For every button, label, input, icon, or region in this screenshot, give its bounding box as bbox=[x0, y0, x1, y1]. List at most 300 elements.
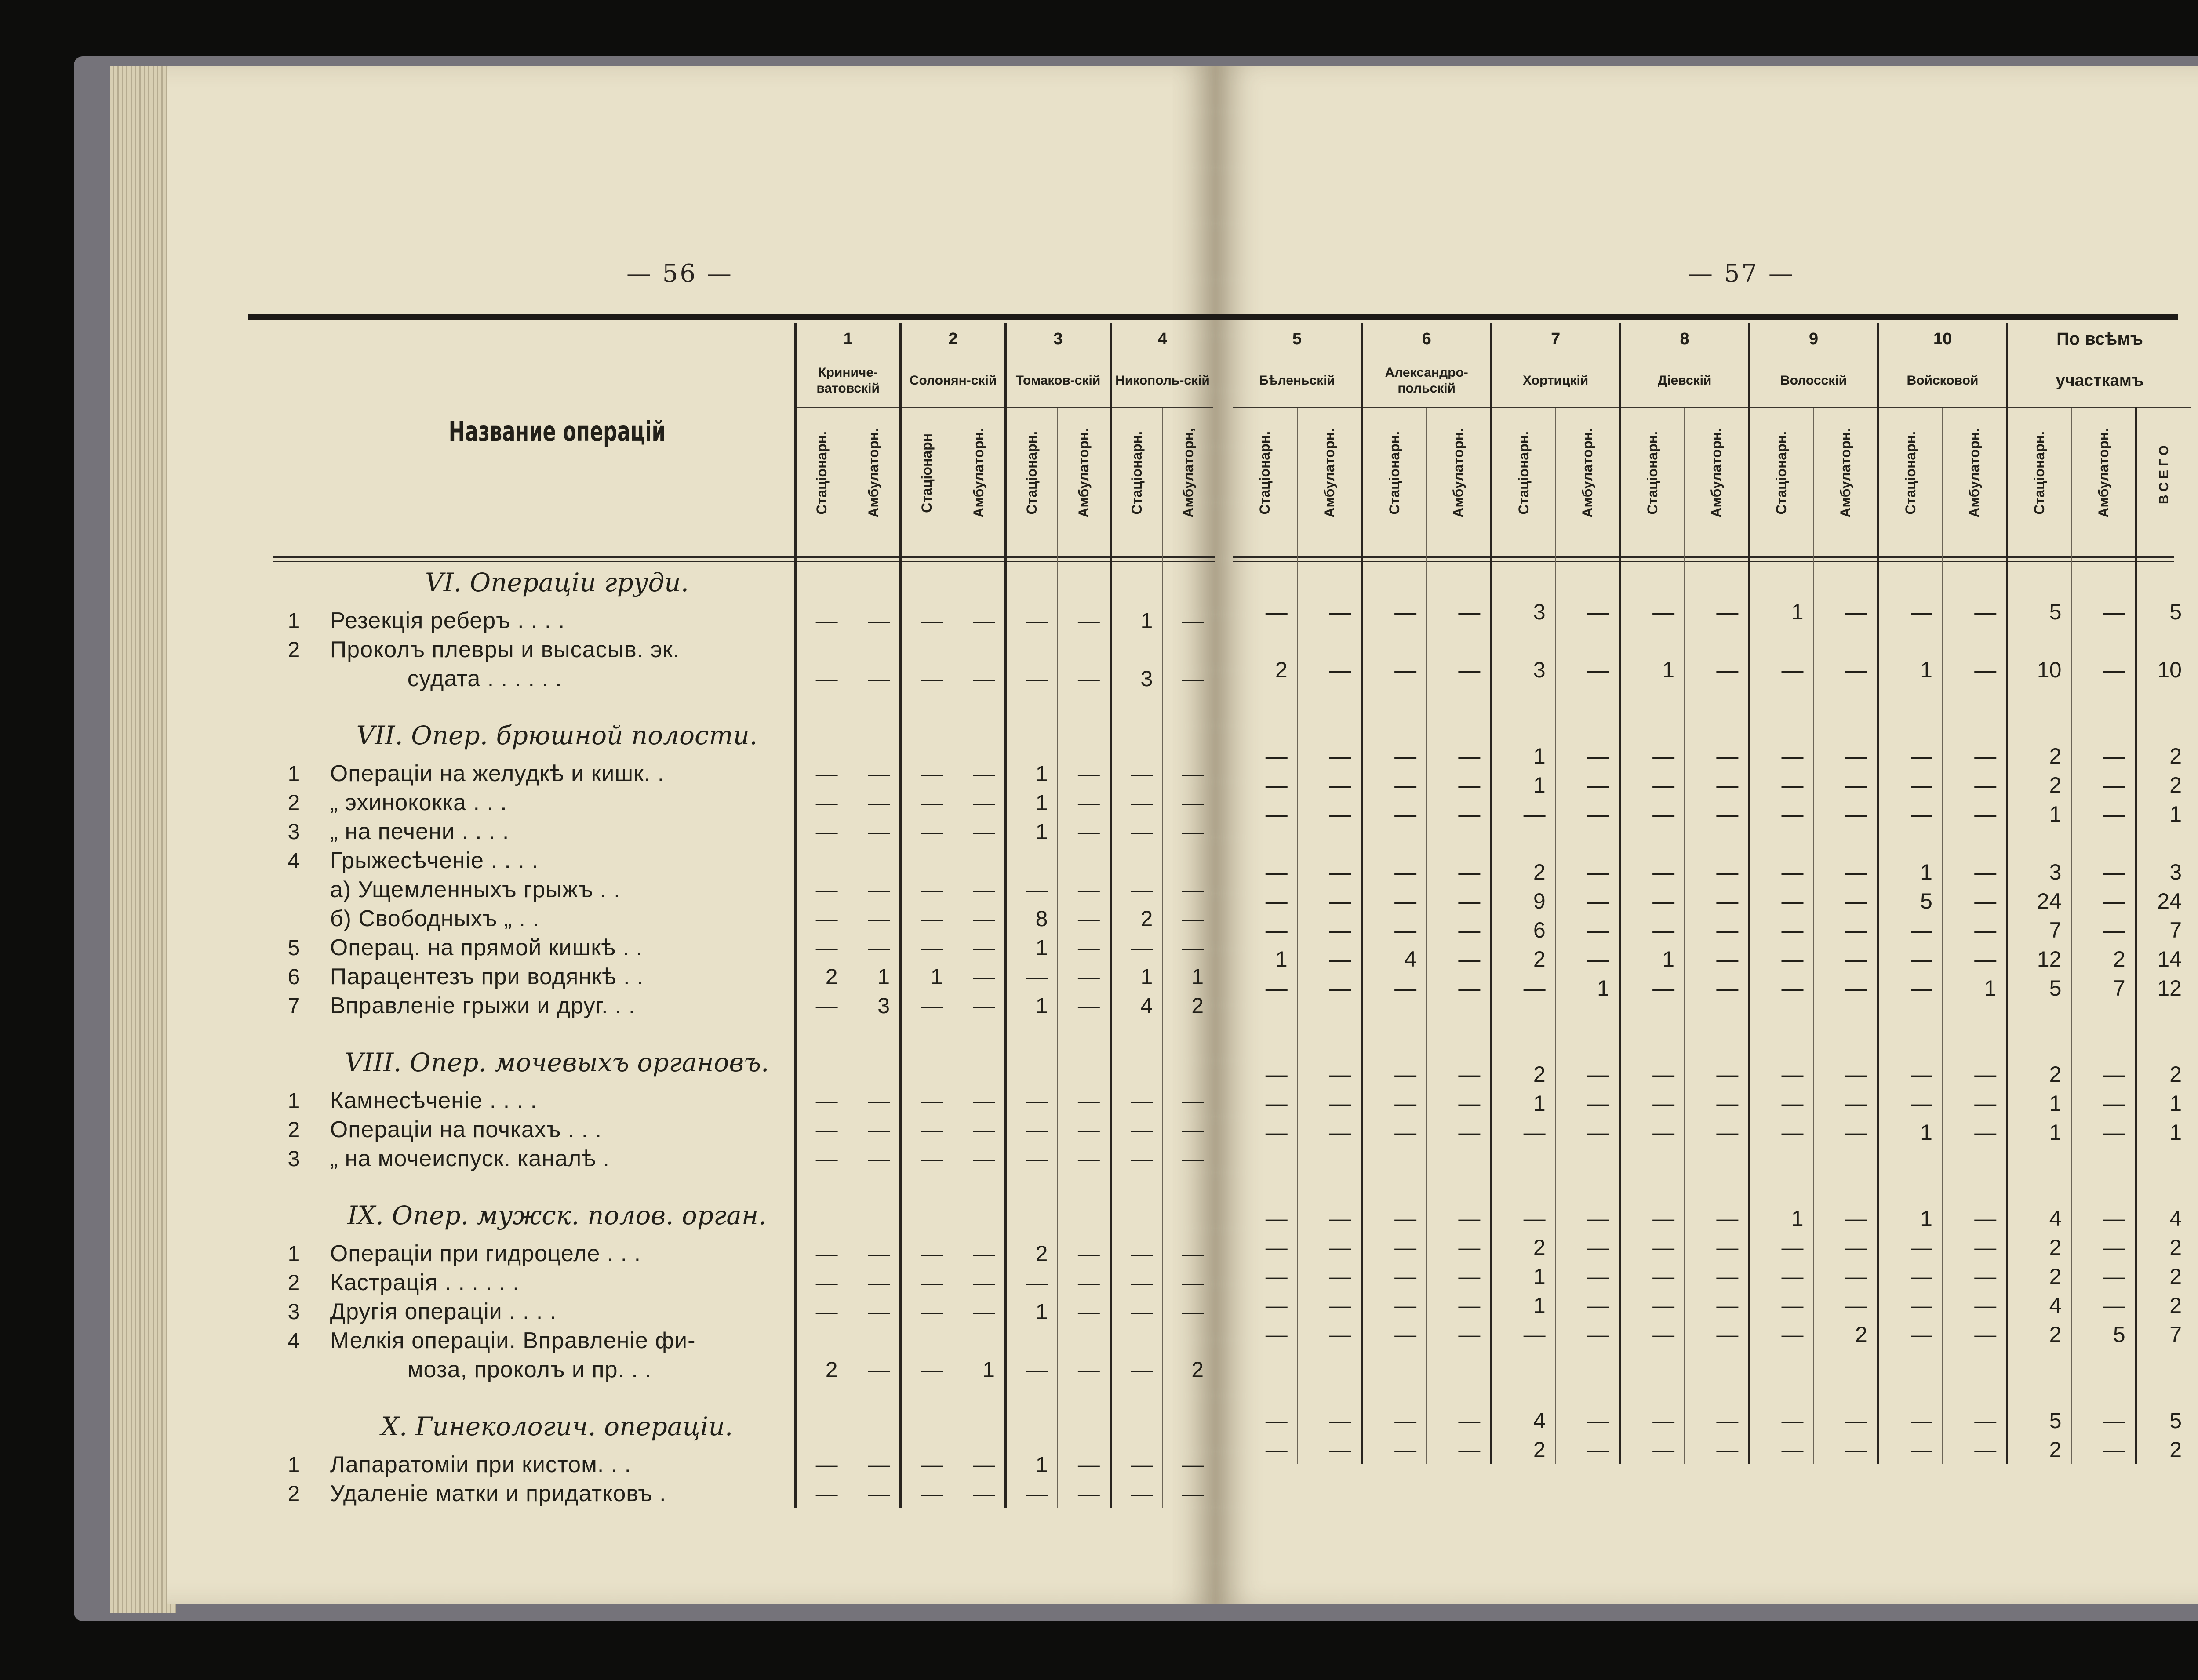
value-cell: — bbox=[796, 1479, 848, 1508]
value-cell: — bbox=[2071, 1118, 2136, 1147]
value-cell: — bbox=[1427, 1204, 1491, 1233]
value-cell: — bbox=[1265, 1408, 1288, 1433]
value-cell: — bbox=[1163, 788, 1213, 817]
value-cell: — bbox=[1491, 974, 1556, 1003]
value-cell: — bbox=[1163, 664, 1213, 693]
value-cell: 1 bbox=[1005, 1450, 1058, 1479]
value-cell: 1 bbox=[1491, 1291, 1556, 1320]
value-cell: — bbox=[1878, 1233, 1943, 1262]
value-cell: — bbox=[796, 991, 848, 1020]
value-cell: — bbox=[1491, 1204, 1556, 1233]
value-cell: — bbox=[901, 1355, 953, 1384]
value-cell: 3 bbox=[2007, 858, 2072, 887]
inpatient-label: Стаціонарн. bbox=[1644, 431, 1660, 515]
value-cell: — bbox=[1749, 1435, 1814, 1464]
value-cell bbox=[1685, 626, 1749, 655]
value-cell: — bbox=[1685, 1291, 1749, 1320]
value-cell: — bbox=[901, 664, 953, 693]
value-cell: — bbox=[1620, 1233, 1685, 1262]
value-cell: — bbox=[1491, 1118, 1556, 1147]
value-cell: 1 bbox=[2007, 1118, 2072, 1147]
value-cell: — bbox=[2071, 1233, 2136, 1262]
value-cell: — bbox=[1685, 858, 1749, 887]
value-cell: — bbox=[953, 1268, 1006, 1297]
page-number-right: — 57 — bbox=[1688, 259, 1795, 288]
value-cell bbox=[1005, 846, 1058, 875]
value-cell bbox=[1362, 626, 1427, 655]
row-number bbox=[268, 875, 320, 904]
value-cell: — bbox=[848, 1115, 901, 1144]
value-cell: — bbox=[796, 1144, 848, 1173]
value-cell: 4 bbox=[2007, 1291, 2072, 1320]
table-row bbox=[268, 664, 1213, 693]
table-row bbox=[268, 635, 1213, 664]
value-cell: — bbox=[1749, 1233, 1814, 1262]
table-row bbox=[268, 817, 1213, 846]
value-cell: — bbox=[1943, 1060, 2007, 1089]
district-number: 3 bbox=[1005, 323, 1110, 355]
value-cell: — bbox=[1685, 974, 1749, 1003]
value-cell: — bbox=[1427, 800, 1491, 829]
value-cell: — bbox=[1620, 771, 1685, 800]
value-cell: — bbox=[1556, 916, 1620, 945]
value-cell: — bbox=[1058, 1086, 1110, 1115]
value-cell: — bbox=[1163, 606, 1213, 635]
value-cell: — bbox=[796, 933, 848, 962]
value-cell: — bbox=[1362, 771, 1427, 800]
district-number: 1 bbox=[796, 323, 901, 355]
value-cell: — bbox=[1814, 1060, 1878, 1089]
value-cell: — bbox=[1058, 817, 1110, 846]
inpatient-label: Стаціонарн. bbox=[1129, 431, 1145, 515]
value-cell: — bbox=[1110, 1144, 1163, 1173]
district-number: 6 bbox=[1362, 323, 1491, 355]
value-cell: — bbox=[1556, 771, 1620, 800]
value-cell: — bbox=[1298, 771, 1362, 800]
table-row bbox=[1233, 1320, 2191, 1349]
value-cell: — bbox=[1814, 1118, 1878, 1147]
value-cell: — bbox=[1265, 888, 1288, 913]
value-cell: 3 bbox=[1491, 655, 1556, 684]
value-cell: — bbox=[953, 1239, 1006, 1268]
operation-name-continued: судата . . . . . . bbox=[407, 665, 562, 691]
value-cell: — bbox=[1878, 1320, 1943, 1349]
value-cell: — bbox=[2071, 597, 2136, 626]
value-cell: 2 bbox=[1491, 1060, 1556, 1089]
value-cell: — bbox=[1685, 800, 1749, 829]
value-cell: — bbox=[1749, 1262, 1814, 1291]
table-row bbox=[268, 1115, 1213, 1144]
value-cell: — bbox=[2071, 887, 2136, 916]
value-cell: — bbox=[1362, 858, 1427, 887]
value-cell: 2 bbox=[2136, 1435, 2191, 1464]
value-cell: 1 bbox=[2007, 1089, 2072, 1118]
value-cell: — bbox=[796, 1297, 848, 1326]
value-cell: — bbox=[1058, 664, 1110, 693]
value-cell: — bbox=[901, 1479, 953, 1508]
value-cell: 2 bbox=[1275, 657, 1288, 682]
value-cell: 1 bbox=[1878, 858, 1943, 887]
value-cell bbox=[1427, 626, 1491, 655]
value-cell: — bbox=[1265, 599, 1288, 624]
row-number: 2 bbox=[287, 790, 300, 815]
value-cell bbox=[2071, 626, 2136, 655]
value-cell: 2 bbox=[1163, 1355, 1213, 1384]
value-cell: — bbox=[1362, 1435, 1427, 1464]
value-cell: — bbox=[901, 1297, 953, 1326]
district-number: 7 bbox=[1491, 323, 1620, 355]
value-cell: — bbox=[953, 962, 1006, 991]
value-cell: — bbox=[1163, 1115, 1213, 1144]
value-cell: — bbox=[1362, 1233, 1427, 1262]
right-page bbox=[1215, 66, 2198, 1604]
table-row bbox=[268, 1297, 1213, 1326]
table-row bbox=[268, 846, 1213, 875]
value-cell: — bbox=[1362, 800, 1427, 829]
value-cell: 10 bbox=[2136, 655, 2191, 684]
value-cell: — bbox=[848, 1479, 901, 1508]
value-cell: 5 bbox=[1878, 887, 1943, 916]
value-cell: — bbox=[1265, 975, 1288, 1000]
value-cell: 2 bbox=[2007, 1320, 2072, 1349]
value-cell: — bbox=[1749, 742, 1814, 771]
table-row bbox=[1233, 1233, 2191, 1262]
value-cell: — bbox=[1110, 1479, 1163, 1508]
value-cell: — bbox=[1298, 1435, 1362, 1464]
value-cell bbox=[1878, 829, 1943, 858]
value-cell: 1 bbox=[901, 962, 953, 991]
row-number: 1 bbox=[287, 761, 300, 786]
value-cell: — bbox=[1265, 1091, 1288, 1116]
left-page bbox=[167, 66, 1215, 1604]
value-cell: — bbox=[1163, 933, 1213, 962]
value-cell: — bbox=[1685, 655, 1749, 684]
table-row bbox=[268, 1086, 1213, 1115]
value-cell: — bbox=[1749, 858, 1814, 887]
value-cell: — bbox=[1620, 1118, 1685, 1147]
value-cell: — bbox=[848, 1355, 901, 1384]
value-cell: 2 bbox=[796, 1355, 848, 1384]
value-cell: — bbox=[2071, 771, 2136, 800]
value-cell: — bbox=[901, 1239, 953, 1268]
value-cell: — bbox=[1491, 1320, 1556, 1349]
row-number: 1 bbox=[287, 1241, 300, 1266]
inpatient-label: Стаціонарн. bbox=[1024, 431, 1040, 515]
value-cell: — bbox=[1005, 1268, 1058, 1297]
table-row bbox=[268, 1239, 1213, 1268]
value-cell bbox=[1110, 846, 1163, 875]
row-number: 2 bbox=[287, 637, 300, 662]
value-cell: — bbox=[1005, 606, 1058, 635]
table-row bbox=[268, 1450, 1213, 1479]
value-cell: 2 bbox=[2007, 1435, 2072, 1464]
value-cell: — bbox=[1878, 1060, 1943, 1089]
value-cell bbox=[1298, 829, 1362, 858]
value-cell: — bbox=[1427, 1291, 1491, 1320]
value-cell: 1 bbox=[1005, 817, 1058, 846]
value-cell: — bbox=[1265, 772, 1288, 797]
value-cell: — bbox=[1163, 817, 1213, 846]
row-number: 6 bbox=[287, 964, 300, 989]
value-cell: — bbox=[1878, 1089, 1943, 1118]
value-cell: — bbox=[848, 1268, 901, 1297]
inpatient-label: Стаціонарн bbox=[919, 433, 935, 513]
table-row bbox=[1233, 974, 2191, 1003]
value-cell: — bbox=[1814, 597, 1878, 626]
inpatient-label: Стаціонарн. bbox=[1515, 431, 1532, 515]
value-cell: — bbox=[1005, 1355, 1058, 1384]
page-edges-left bbox=[110, 66, 176, 1613]
section-header-row bbox=[268, 1173, 1213, 1239]
value-cell: 2 bbox=[2136, 742, 2191, 771]
value-cell: 5 bbox=[2007, 597, 2072, 626]
table-row bbox=[268, 1479, 1213, 1508]
operation-name: Проколъ плевры и высасыв. эк. bbox=[330, 636, 680, 662]
operation-name: Лапаратоміи при кистом. . . bbox=[330, 1451, 632, 1477]
value-cell: — bbox=[848, 759, 901, 788]
value-cell: — bbox=[1110, 1297, 1163, 1326]
value-cell: 1 bbox=[1620, 655, 1685, 684]
value-cell: — bbox=[1685, 742, 1749, 771]
value-cell: — bbox=[848, 606, 901, 635]
value-cell: — bbox=[1943, 655, 2007, 684]
value-cell: — bbox=[1427, 742, 1491, 771]
value-cell: — bbox=[1110, 759, 1163, 788]
value-cell: — bbox=[2071, 1089, 2136, 1118]
operation-name: а) Ущемленныхъ грыжъ . . bbox=[330, 876, 621, 902]
outpatient-label: Амбулаторн. bbox=[1076, 428, 1092, 518]
operation-name-continued: моза, проколъ и пр. . . bbox=[407, 1356, 652, 1382]
value-cell: — bbox=[796, 759, 848, 788]
value-cell: — bbox=[1163, 1239, 1213, 1268]
value-cell: — bbox=[1110, 1086, 1163, 1115]
value-cell bbox=[1233, 626, 1298, 655]
value-cell: — bbox=[953, 1115, 1006, 1144]
outpatient-label: Амбулаторн. bbox=[1837, 428, 1853, 518]
section-title: VIII. Опер. мочевыхъ органовъ. bbox=[345, 1047, 769, 1077]
value-cell: — bbox=[1005, 875, 1058, 904]
value-cell: 1 bbox=[2136, 1089, 2191, 1118]
operation-name: Грыжесѣченіе . . . . bbox=[330, 847, 539, 873]
table-row bbox=[1233, 1060, 2191, 1089]
value-cell: 2 bbox=[2071, 945, 2136, 974]
value-cell: — bbox=[1620, 1291, 1685, 1320]
value-cell: 1 bbox=[1491, 742, 1556, 771]
outpatient-label: Амбулаторн. bbox=[1579, 428, 1595, 518]
section-header-row bbox=[268, 540, 1213, 606]
value-cell: — bbox=[796, 1268, 848, 1297]
value-cell: — bbox=[1556, 597, 1620, 626]
value-cell: — bbox=[1620, 1060, 1685, 1089]
district-name: Бѣленьскій bbox=[1259, 373, 1335, 388]
value-cell: 2 bbox=[2007, 742, 2072, 771]
value-cell: — bbox=[1058, 962, 1110, 991]
operations-table-right bbox=[1233, 323, 2191, 1464]
table-row bbox=[1233, 1089, 2191, 1118]
value-cell: — bbox=[1556, 1204, 1620, 1233]
value-cell: 24 bbox=[2007, 887, 2072, 916]
value-cell: 1 bbox=[1005, 759, 1058, 788]
value-cell: 1 bbox=[1749, 597, 1814, 626]
value-cell: — bbox=[1298, 1320, 1362, 1349]
outpatient-label: Амбулаторн. bbox=[971, 428, 987, 518]
operation-name: Операціи на желудкѣ и кишк. . bbox=[330, 760, 665, 786]
value-cell: — bbox=[1058, 1297, 1110, 1326]
value-cell: — bbox=[1556, 800, 1620, 829]
value-cell: — bbox=[1427, 1320, 1491, 1349]
value-cell: — bbox=[1427, 771, 1491, 800]
value-cell: — bbox=[1556, 1320, 1620, 1349]
table-row bbox=[268, 933, 1213, 962]
value-cell: — bbox=[848, 933, 901, 962]
value-cell: — bbox=[1943, 1320, 2007, 1349]
value-cell: — bbox=[1685, 1060, 1749, 1089]
value-cell: — bbox=[2071, 655, 2136, 684]
value-cell: — bbox=[1110, 1239, 1163, 1268]
value-cell: — bbox=[1814, 1291, 1878, 1320]
value-cell: — bbox=[1265, 1437, 1288, 1462]
value-cell bbox=[1163, 846, 1213, 875]
value-cell: — bbox=[1058, 1450, 1110, 1479]
value-cell: — bbox=[1620, 1262, 1685, 1291]
value-cell: 2 bbox=[1163, 991, 1213, 1020]
value-cell: — bbox=[1058, 1268, 1110, 1297]
value-cell: — bbox=[901, 817, 953, 846]
value-cell: — bbox=[1110, 1115, 1163, 1144]
outpatient-label: Амбулаторн. bbox=[1708, 428, 1725, 518]
value-cell: — bbox=[848, 1144, 901, 1173]
value-cell: — bbox=[1943, 771, 2007, 800]
value-cell bbox=[2136, 829, 2191, 858]
value-cell bbox=[2071, 829, 2136, 858]
value-cell: 1 bbox=[1491, 1089, 1556, 1118]
district-number: 5 bbox=[1292, 330, 1302, 348]
value-cell: — bbox=[2071, 1262, 2136, 1291]
operation-name: Удаленіе матки и придатковъ . bbox=[330, 1480, 666, 1506]
value-cell: — bbox=[1814, 858, 1878, 887]
value-cell: — bbox=[1878, 1291, 1943, 1320]
value-cell: — bbox=[1427, 1233, 1491, 1262]
value-cell: — bbox=[848, 1450, 901, 1479]
value-cell: 2 bbox=[796, 962, 848, 991]
value-cell: — bbox=[1814, 655, 1878, 684]
table-row bbox=[1233, 1406, 2191, 1435]
value-cell: 3 bbox=[2136, 858, 2191, 887]
value-cell: — bbox=[796, 788, 848, 817]
table-row bbox=[1233, 597, 2191, 626]
value-cell: — bbox=[796, 664, 848, 693]
operation-name: Резекція реберъ . . . . bbox=[330, 607, 565, 633]
value-cell: — bbox=[1556, 1406, 1620, 1435]
value-cell: — bbox=[1298, 742, 1362, 771]
value-cell: — bbox=[1620, 1406, 1685, 1435]
value-cell bbox=[796, 846, 848, 875]
value-cell: — bbox=[1814, 1233, 1878, 1262]
value-cell: — bbox=[1814, 945, 1878, 974]
value-cell: — bbox=[1427, 1089, 1491, 1118]
value-cell bbox=[1556, 829, 1620, 858]
operation-name: Мелкія операціи. Вправленіе фи- bbox=[330, 1327, 696, 1353]
value-cell: — bbox=[1110, 933, 1163, 962]
value-cell: — bbox=[953, 1297, 1006, 1326]
value-cell: — bbox=[1749, 916, 1814, 945]
value-cell: — bbox=[1058, 1355, 1110, 1384]
value-cell: — bbox=[953, 664, 1006, 693]
value-cell: — bbox=[2071, 1406, 2136, 1435]
inpatient-label: Стаціонарн. bbox=[1902, 431, 1918, 515]
value-cell bbox=[1491, 626, 1556, 655]
value-cell bbox=[901, 846, 953, 875]
value-cell: — bbox=[1943, 742, 2007, 771]
value-cell: — bbox=[901, 759, 953, 788]
value-cell: — bbox=[1943, 1118, 2007, 1147]
value-cell bbox=[1685, 829, 1749, 858]
value-cell: — bbox=[1362, 1204, 1427, 1233]
value-cell: 1 bbox=[1491, 771, 1556, 800]
row-number: 1 bbox=[287, 1088, 300, 1113]
value-cell: — bbox=[1298, 1291, 1362, 1320]
value-cell: 1 bbox=[2007, 800, 2072, 829]
value-cell: — bbox=[1878, 1406, 1943, 1435]
value-cell: 2 bbox=[2136, 1262, 2191, 1291]
value-cell: — bbox=[1620, 887, 1685, 916]
value-cell: — bbox=[1943, 1233, 2007, 1262]
value-cell: — bbox=[1427, 858, 1491, 887]
value-cell: 4 bbox=[1110, 991, 1163, 1020]
value-cell: — bbox=[1685, 771, 1749, 800]
value-cell: — bbox=[2071, 1060, 2136, 1089]
section-title: X. Гинекологич. операціи. bbox=[381, 1411, 733, 1441]
table-row bbox=[1233, 655, 2191, 684]
value-cell bbox=[1058, 846, 1110, 875]
value-cell: — bbox=[1814, 1262, 1878, 1291]
value-cell: 5 bbox=[2136, 597, 2191, 626]
value-cell bbox=[1943, 829, 2007, 858]
value-cell: — bbox=[1685, 1435, 1749, 1464]
value-cell: 4 bbox=[2136, 1204, 2191, 1233]
value-cell: — bbox=[1749, 1089, 1814, 1118]
table-row bbox=[268, 788, 1213, 817]
value-cell: — bbox=[1556, 1262, 1620, 1291]
value-cell: — bbox=[953, 991, 1006, 1020]
value-cell: 7 bbox=[2136, 1320, 2191, 1349]
value-cell: 2 bbox=[2007, 1262, 2072, 1291]
value-cell: — bbox=[1685, 1320, 1749, 1349]
operation-name: Вправленіе грыжи и друг. . . bbox=[330, 993, 636, 1018]
row-number: 3 bbox=[287, 1146, 300, 1171]
value-cell: — bbox=[1163, 759, 1213, 788]
table-row bbox=[1233, 829, 2191, 858]
value-cell: — bbox=[1685, 887, 1749, 916]
value-cell: — bbox=[1005, 1479, 1058, 1508]
value-cell: — bbox=[1620, 1320, 1685, 1349]
value-cell: — bbox=[1620, 858, 1685, 887]
value-cell: — bbox=[1298, 858, 1362, 887]
section-spacer-row bbox=[1233, 1003, 2191, 1060]
value-cell: 10 bbox=[2007, 655, 2072, 684]
value-cell: — bbox=[1298, 1262, 1362, 1291]
value-cell: — bbox=[1620, 1204, 1685, 1233]
value-cell: 3 bbox=[1110, 664, 1163, 693]
value-cell: — bbox=[1749, 1320, 1814, 1349]
value-cell: — bbox=[1427, 916, 1491, 945]
row-number: 2 bbox=[287, 1481, 300, 1506]
value-cell: — bbox=[1749, 1060, 1814, 1089]
value-cell: — bbox=[1427, 887, 1491, 916]
value-cell: — bbox=[1814, 742, 1878, 771]
value-cell: — bbox=[1685, 1233, 1749, 1262]
value-cell bbox=[1749, 626, 1814, 655]
